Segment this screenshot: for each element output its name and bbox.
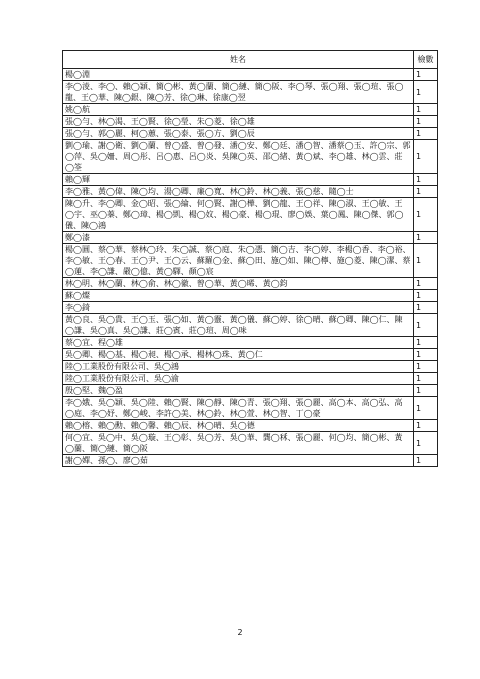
count-cell: 1: [414, 186, 438, 198]
table-row: [63, 373, 438, 385]
count-cell: 1: [414, 104, 438, 116]
table-row: [63, 337, 438, 349]
page-number: 2: [237, 628, 243, 637]
names-cell: 林◯明、林◯蘭、林◯俞、林◯徽、曾◯華、黃◯晞、黃◯鈞: [63, 278, 414, 290]
table-row: [63, 455, 438, 467]
table-row: [63, 278, 438, 290]
names-cell: 李◯淩、李◯、賴◯穎、簡◯彬、黃◯蘭、簡◯縺、簡◯阪、李◯琴、張◯翔、張◯瑄、張◯龍、王◯華、陳◯銀、陳◯芳、徐◯琳、徐康◯翌: [63, 81, 414, 104]
table-row: [63, 198, 438, 232]
count-cell: 1: [414, 290, 438, 302]
names-cell: 陸◯工業股份有限公司、吳◯鴻: [63, 361, 414, 373]
header-name: 姓名: [63, 51, 414, 69]
names-cell: 陸◯工業股份有限公司、吳◯渝: [63, 373, 414, 385]
count-cell: 1: [414, 455, 438, 467]
names-cell: 何◯宜、吳◯中、吳◯璇、王◯彰、吳◯芳、吳◯華、龔◯秝、張◯麗、何◯均、簡◯彬、黃◯蘭、簡◯縺、簡◯阪: [63, 432, 414, 455]
count-cell: 1: [414, 373, 438, 385]
count-cell: 1: [414, 116, 438, 128]
table-row: [63, 361, 438, 373]
names-cell: 謝◯嬋、孫◯、廖◯茹: [63, 455, 414, 467]
table-row: [63, 244, 438, 278]
count-cell: 1: [414, 232, 438, 244]
names-cell: 楊◯圓、蔡◯華、蔡林◯玲、朱◯誠、蔡◯庭、朱◯憑、簡◯吉、李◯婷、李楊◯香、李◯裕、李◯敏、王◯春、王◯尹、王◯云、蘇羅◯金、蘇◯田、施◯如、陳◯檸、施◯菱、陳◯潔、蔡◯蓮、李◯謙、嚴◯億、黃◯驛、顏◯宸: [63, 244, 414, 278]
count-cell: 1: [414, 69, 438, 81]
count-cell: 1: [414, 420, 438, 432]
table-row: [63, 432, 438, 455]
names-cell: 鄭◯漆: [63, 232, 414, 244]
table-header-row: [63, 51, 438, 69]
table-row: [63, 81, 438, 104]
header-count: 檢數: [414, 51, 438, 69]
count-cell: 1: [414, 302, 438, 314]
table-row: [63, 128, 438, 140]
count-cell: 1: [414, 337, 438, 349]
names-cell: 陳◯升、李◯卿、金◯昭、張◯綸、何◯賢、謝◯樺、劉◯龍、王◯祥、陳◯淑、王◯敏、王◯宇、巫◯蓁、鄭◯璋、楊◯凱、楊◯妏、楊◯豪、楊◯琨、廖◯娛、葉◯鳳、陳◯傑、郭◯儀、陳◯鴻: [63, 198, 414, 232]
count-cell: 1: [414, 174, 438, 186]
table-row: [63, 290, 438, 302]
names-cell: 賴◯輝: [63, 174, 414, 186]
count-cell: 1: [414, 198, 438, 232]
count-cell: 1: [414, 128, 438, 140]
table-row: [63, 140, 438, 174]
names-cell: 殷◯堅、魏◯盈: [63, 385, 414, 397]
table-row: [63, 349, 438, 361]
count-cell: 1: [414, 361, 438, 373]
count-cell: 1: [414, 314, 438, 337]
table-row: [63, 420, 438, 432]
count-cell: 1: [414, 244, 438, 278]
count-cell: 1: [414, 278, 438, 290]
table-row: [63, 232, 438, 244]
table-row: [63, 385, 438, 397]
table-row: [63, 186, 438, 198]
names-cell: 楊◯淵: [63, 69, 414, 81]
names-cell: 李◯雅、黃◯偉、陳◯均、湯◯卿、廉◯寬、林◯鈴、林◯義、張◯慈、隨◯士: [63, 186, 414, 198]
name-count-table: [62, 50, 438, 467]
table-row: [63, 116, 438, 128]
table-row: [63, 69, 438, 81]
table-row: [63, 397, 438, 420]
names-cell: 賴◯榕、賴◯勳、賴◯馨、賴◯辰、林◯晴、吳◯德: [63, 420, 414, 432]
table-row: [63, 302, 438, 314]
table-body: [63, 69, 438, 467]
names-cell: 蘇◯燦: [63, 290, 414, 302]
names-cell: 黃◯良、吳◯貴、王◯玉、張◯如、黃◯靈、黃◯儀、蘇◯婷、徐◯晴、蘇◯卿、陳◯仁、陳◯謙、吳◯真、吳◯謙、莊◯賓、莊◯瑄、周◯味: [63, 314, 414, 337]
names-cell: 張◯勻、郭◯麗、柯◯蕙、張◯泰、張◯方、劉◯辰: [63, 128, 414, 140]
names-cell: 李◯娥、吳◯穎、吳◯陸、賴◯賢、陳◯靜、陳◯青、張◯翔、張◯麗、高◯本、高◯弘、高◯庭、李◯妤、鄭◯峻、李許◯美、林◯鈴、林◯萱、林◯智、丁◯豪: [63, 397, 414, 420]
names-cell: 張◯勻、林◯渴、王◯賢、徐◯瑩、朱◯菱、徐◯雄: [63, 116, 414, 128]
count-cell: 1: [414, 385, 438, 397]
count-cell: 1: [414, 349, 438, 361]
names-cell: 李◯錡: [63, 302, 414, 314]
table-row: [63, 314, 438, 337]
table-row: [63, 174, 438, 186]
count-cell: 1: [414, 432, 438, 455]
count-cell: 1: [414, 397, 438, 420]
names-cell: 吳◯卿、楊◯基、楊◯昶、楊◯承、楊林◯珠、黃◯仁: [63, 349, 414, 361]
names-cell: 劉◯瑜、謝◯衛、劉◯蘭、曾◯盛、曾◯發、潘◯安、鄭◯廷、潘◯智、潘蔡◯玉、許◯宗、郭◯萍、吳◯姍、周◯彤、呂◯惠、呂◯炎、吳陳◯英、邵◯緒、黃◯斌、李◯雄、林◯雲、莊◯筌: [63, 140, 414, 174]
names-cell: 姚◯航: [63, 104, 414, 116]
count-cell: 1: [414, 81, 438, 104]
count-cell: 1: [414, 140, 438, 174]
names-cell: 蔡◯宜、程◯雄: [63, 337, 414, 349]
table-row: [63, 104, 438, 116]
